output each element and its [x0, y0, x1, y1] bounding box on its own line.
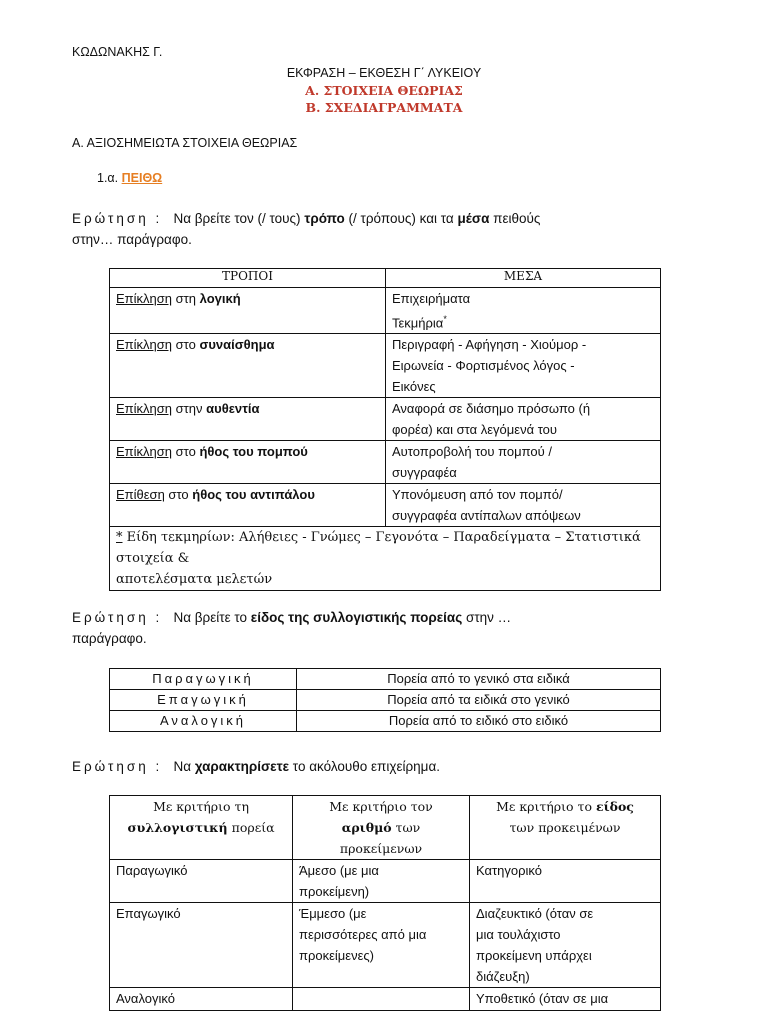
means-line: Αυτοπροβολή του πομπού /	[392, 444, 552, 460]
cell-kind: Υποθετικό (όταν σε μια	[476, 991, 609, 1006]
means-line: φορέα) και στα λεγόμενά του	[392, 422, 557, 438]
cell-kind: Κατηγορικό	[476, 863, 542, 878]
mode-prep: στο	[172, 444, 200, 460]
means-line: συγγραφέα αντίπαλων απόψεων	[392, 508, 581, 524]
table-header-row	[110, 796, 661, 860]
question-text: το ακόλουθο επιχείρημα.	[292, 759, 440, 774]
subsection-heading	[97, 171, 162, 185]
footnote-text: Είδη τεκμηρίων: Αλήθειες - Γνώμες – Γεγονότα – Παραδείγματα – Στατιστικά στοιχεία &	[116, 530, 641, 567]
reasoning-desc: Πορεία από τα ειδικά στο γενικό	[297, 690, 661, 711]
means-line: Αναφορά σε διάσημο πρόσωπο (ή	[392, 401, 591, 417]
table-row	[110, 860, 661, 903]
persuasion-table	[109, 268, 661, 591]
question-text: Να βρείτε το	[173, 610, 248, 625]
cell-reasoning: Επαγωγικό	[110, 903, 293, 988]
means-line: Ειρωνεία - Φορτισμένος λόγος -	[392, 358, 575, 374]
header-line: των	[391, 820, 421, 835]
question-text: Να	[173, 759, 192, 774]
means-line: Τεκμήρια	[392, 315, 444, 331]
mode-target: ήθος του αντιπάλου	[192, 487, 315, 503]
footnote-mark: *	[443, 314, 447, 324]
means-line: Περιγραφή - Αφήγηση - Χιούμορ -	[392, 337, 587, 353]
cell-number: περισσότερες από μια	[299, 927, 427, 942]
table-row	[110, 441, 661, 484]
header-line: Με κριτήριο τη	[153, 799, 249, 814]
footnote-row	[110, 527, 661, 591]
subtitle-outlines: Β. ΣΧΕΔΙΑΓΡΑΜΜΑΤΑ	[305, 100, 463, 115]
question-1-line2: στην… παράγραφο.	[72, 232, 192, 247]
reasoning-type: Αναλογική	[110, 711, 297, 732]
argument-table	[109, 795, 661, 1011]
mode-verb: Επίκληση	[116, 401, 173, 417]
reasoning-type: Παραγωγική	[110, 669, 297, 690]
cell-kind: Διαζευκτικό (όταν σε	[476, 906, 594, 921]
header-keyword: είδος	[595, 799, 634, 814]
question-label: Ερώτηση :	[72, 610, 163, 625]
question-label: Ερώτηση :	[72, 211, 163, 226]
question-text: στην …	[466, 610, 512, 625]
question-label: Ερώτηση :	[72, 759, 163, 774]
col-header-means: ΜΕΣΑ	[386, 269, 661, 288]
means-line: Υπονόμευση από τον πομπό/	[392, 487, 563, 503]
header-line: Με κριτήριο το	[496, 799, 596, 814]
header-keyword: συλλογιστική	[127, 820, 228, 835]
section-heading: Α. ΑΞΙΟΣΗΜΕΙΩΤΑ ΣΤΟΙΧΕΙΑ ΘΕΩΡΙΑΣ	[72, 136, 298, 150]
subtitle-theory: Α. ΣΤΟΙΧΕΙΑ ΘΕΩΡΙΑΣ	[305, 83, 463, 98]
col-header-modes: ΤΡΟΠΟΙ	[110, 269, 386, 288]
mode-verb: Επίκληση	[116, 337, 173, 353]
mode-prep: στο	[164, 487, 193, 503]
mode-prep: στο	[172, 337, 200, 353]
cell-kind: μια τουλάχιστο	[476, 927, 561, 942]
question-2-line2: παράγραφο.	[72, 631, 147, 646]
mode-target: ήθος του πομπού	[199, 444, 308, 460]
document-title: ΕΚΦΡΑΣΗ – ΕΚΘΕΣΗ Γ΄ ΛΥΚΕΙΟΥ	[286, 66, 482, 80]
mode-target: συναίσθημα	[199, 337, 275, 353]
mode-verb: Επίκληση	[116, 444, 173, 460]
header-line: των προκειμένων	[509, 820, 621, 835]
question-2	[72, 607, 712, 628]
cell-reasoning: Αναλογικό	[110, 988, 293, 1011]
question-keyword: είδος της συλλογιστικής πορείας	[250, 610, 463, 625]
mode-verb: Επίθεση	[116, 487, 165, 503]
mode-verb: Επίκληση	[116, 291, 173, 306]
cell-kind: προκείμενη υπάρχει	[476, 948, 592, 963]
reasoning-table	[109, 668, 661, 732]
question-keyword: χαρακτηρίσετε	[194, 759, 290, 774]
question-text: πειθούς	[493, 211, 541, 226]
subsection-title: ΠΕΙΘΩ	[121, 171, 163, 185]
reasoning-desc: Πορεία από το ειδικό στο ειδικό	[297, 711, 661, 732]
question-1	[72, 208, 712, 229]
author-name: ΚΩΔΩΝΑΚΗΣ Γ.	[72, 45, 163, 59]
means-line: συγγραφέα	[392, 465, 457, 481]
table-row	[110, 903, 661, 988]
mode-target: λογική	[199, 291, 241, 306]
cell-number: προκείμενη)	[299, 884, 370, 899]
cell-number: Έμμεσο (με	[299, 906, 367, 921]
col-header-reasoning	[110, 796, 293, 860]
table-row	[110, 484, 661, 527]
header-line: Με κριτήριο τον	[329, 799, 433, 814]
cell-number: Άμεσο (με μια	[299, 863, 379, 878]
question-keyword: μέσα	[457, 211, 490, 226]
question-text: Να βρείτε τον (/ τους)	[173, 211, 301, 226]
table-row	[110, 398, 661, 441]
col-header-kind	[470, 796, 661, 860]
header-keyword: αριθμό	[341, 820, 392, 835]
footnote-mark: *	[116, 530, 123, 546]
table-row	[110, 334, 661, 398]
reasoning-type: Επαγωγική	[110, 690, 297, 711]
cell-kind: διάζευξη)	[476, 969, 530, 984]
means-line: Επιχειρήματα	[392, 291, 471, 306]
table-row	[110, 669, 661, 690]
table-row	[110, 711, 661, 732]
table-row	[110, 690, 661, 711]
mode-target: αυθεντία	[206, 401, 260, 417]
mode-prep: στη	[172, 291, 200, 306]
question-keyword: τρόπο	[304, 211, 345, 226]
reasoning-desc: Πορεία από το γενικό στα ειδικά	[297, 669, 661, 690]
subsection-number: 1.α.	[97, 171, 119, 185]
mode-prep: στην	[172, 401, 207, 417]
cell-number: προκείμενες)	[299, 948, 374, 963]
header-line: προκείμενων	[339, 841, 423, 856]
table-row	[110, 988, 661, 1011]
cell-number	[293, 988, 470, 1011]
means-line: Εικόνες	[392, 379, 436, 395]
question-3	[72, 756, 712, 777]
table-row	[110, 288, 661, 334]
question-text: (/ τρόπους) και τα	[348, 211, 454, 226]
cell-reasoning: Παραγωγικό	[110, 860, 293, 903]
col-header-number	[293, 796, 470, 860]
header-line: πορεία	[227, 820, 275, 835]
footnote-text: αποτελέσματα μελετών	[116, 572, 273, 588]
